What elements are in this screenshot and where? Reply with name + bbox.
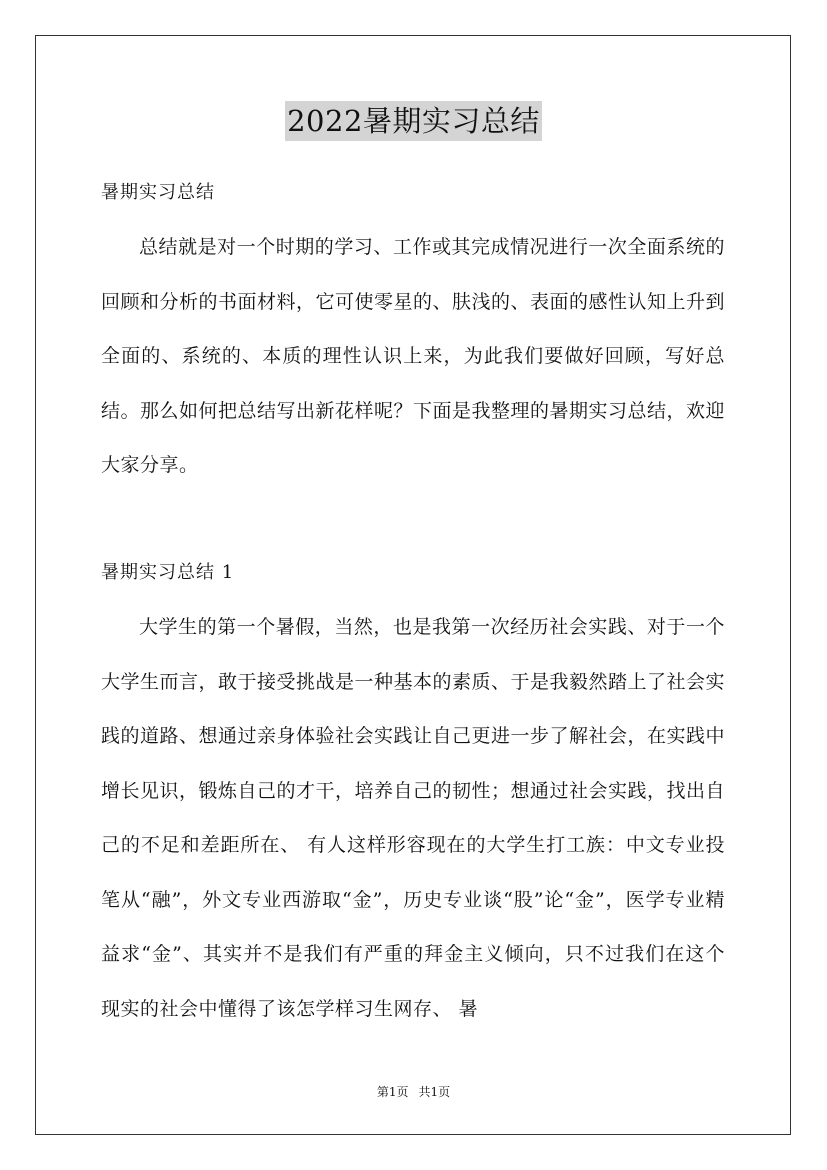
section-heading-1: 暑期实习总结 1 — [101, 562, 235, 583]
intro-paragraph: 总结就是对一个时期的学习、工作或其完成情况进行一次全面系统的回顾和分析的书面材料，它可使零星的、肤浅的、表面的感性认知上升到全面的、系统的、本质的理性认识上来，为此我们要做好回顾，写好总结。那么如何把总结写出新花样呢？下面是我整理的暑期实习总结，欢迎大家分享。 — [101, 236, 726, 476]
document-subtitle: 暑期实习总结 — [101, 182, 215, 203]
page-number: 第1页 — [376, 1085, 409, 1099]
page-total: 共1页 — [418, 1085, 451, 1099]
section-1-paragraph: 大学生的第一个暑假，当然，也是我第一次经历社会实践、对于一个大学生而言，敢于接受挑战是一种基本的素质、于是我毅然踏上了社会实践的道路、想通过亲身体验社会实践让自己更进一步了解社会，在实践中增长见识，锻炼自己的才干，培养自己的韧性；想通过社会实践，找出自己的不足和差距所在、 有人这样形容现在的大学生打工族：中文专业投笔从“融”，外文专业西游取“金”，历史专业谈“股”论“金”，医学专业精益求“金”、其实并不是我们有严重的拜金主义倾向，只不过我们在这个现实的社会中懂得了该怎学样习生网存、 暑 — [101, 616, 726, 1020]
title-container — [0, 101, 827, 141]
page-footer — [0, 1083, 827, 1101]
document-title: 2022暑期实习总结 — [285, 101, 542, 141]
